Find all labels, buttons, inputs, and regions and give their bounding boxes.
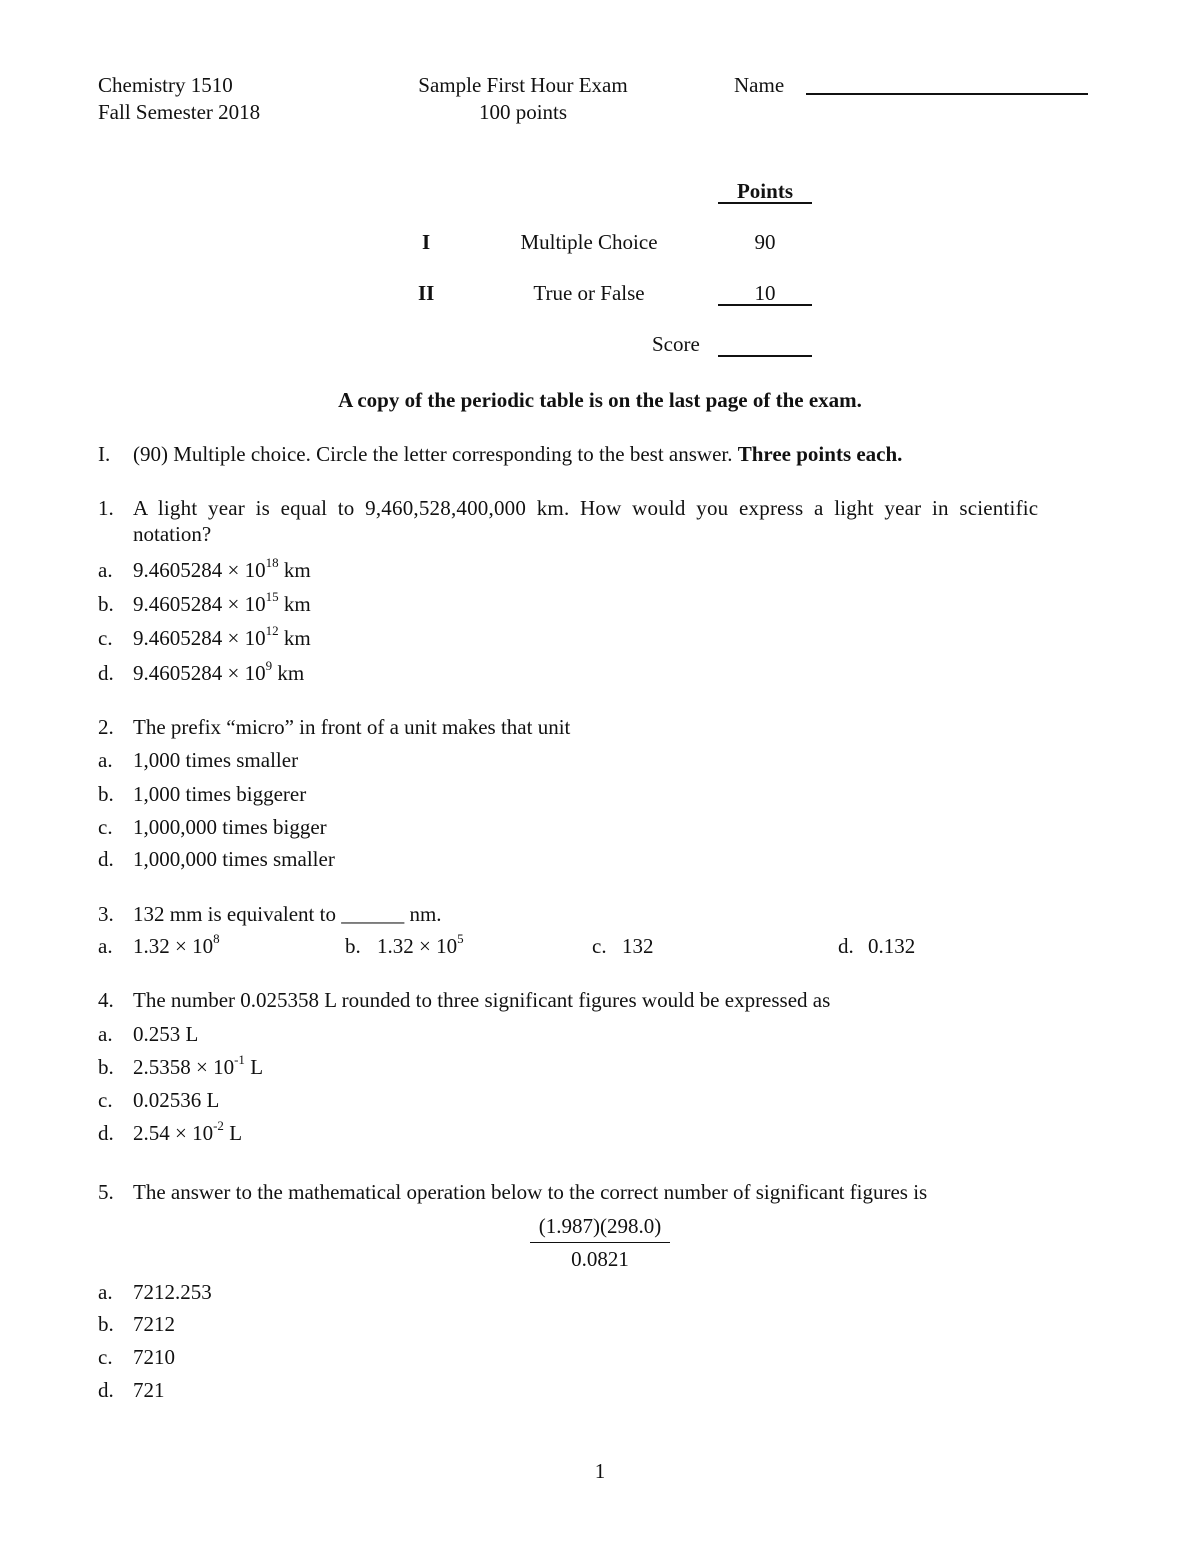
fraction-denominator: 0.0821 xyxy=(571,1247,629,1271)
q5-option-b-letter[interactable]: b. xyxy=(98,1312,114,1336)
q3-option-d[interactable]: 0.132 xyxy=(868,934,916,958)
section-points-1: 90 xyxy=(754,230,776,254)
part1-text: (90) Multiple choice. Circle the letter corresponding to the best answer. xyxy=(133,442,733,466)
q2-number: 2. xyxy=(98,715,114,739)
q2-option-d-letter[interactable]: d. xyxy=(98,847,114,871)
q4-option-a-letter[interactable]: a. xyxy=(98,1022,113,1046)
q2-option-b[interactable]: 1,000 times biggerer xyxy=(133,782,307,806)
page-number: 1 xyxy=(594,1459,606,1483)
section-numeral-1: I xyxy=(422,230,431,254)
section-name-1: Multiple Choice xyxy=(520,230,658,254)
q2-question: The prefix “micro” in front of a unit makes that unit xyxy=(133,715,571,739)
q1-text-line1 xyxy=(133,498,1101,519)
q3-option-a[interactable]: $1.32 \times 10^8$ xyxy=(133,931,220,958)
q2-option-d[interactable]: 1,000,000 times smaller xyxy=(133,847,335,871)
q4-option-d[interactable]: $2.54 \times 10^{-2}$ L xyxy=(133,1118,243,1145)
q2-option-c-letter[interactable]: c. xyxy=(98,815,113,839)
q2-option-c[interactable]: 1,000,000 times bigger xyxy=(133,815,327,839)
fraction-bar xyxy=(530,1242,670,1243)
exam-points: 100 points xyxy=(478,100,568,124)
course-title: Chemistry 1510 xyxy=(98,73,233,97)
q4-option-b[interactable]: $2.5358 \times 10^{-1}$ L xyxy=(133,1052,264,1079)
q5-option-c[interactable]: 7210 xyxy=(133,1345,175,1369)
q4-option-c[interactable]: 0.02536 L xyxy=(133,1088,220,1112)
q5-option-a[interactable]: 7212.253 xyxy=(133,1280,212,1304)
q1-option-a[interactable]: $9.4605284 \times 10^{18}$ km xyxy=(133,555,311,582)
q1-option-c-letter[interactable]: c. xyxy=(98,626,113,650)
q1-option-d-letter[interactable]: d. xyxy=(98,661,114,685)
score-label: Score xyxy=(652,332,700,356)
q4-option-b-letter[interactable]: b. xyxy=(98,1055,114,1079)
part1-points-note: Three points each. xyxy=(737,442,903,466)
q5-option-d-letter[interactable]: d. xyxy=(98,1378,114,1402)
q3-option-c-letter[interactable]: c. xyxy=(592,934,607,958)
q2-option-a[interactable]: 1,000 times smaller xyxy=(133,748,299,772)
q5-option-b[interactable]: 7212 xyxy=(133,1312,175,1336)
q3-option-a-letter[interactable]: a. xyxy=(98,934,113,958)
q1-text-line2: notation? xyxy=(133,522,212,546)
points-total-line xyxy=(718,304,812,306)
q3-option-c[interactable]: 132 xyxy=(622,934,654,958)
fraction-numerator: (1.987)(298.0) xyxy=(538,1214,662,1238)
q1-number: 1. xyxy=(98,496,114,520)
q5-number: 5. xyxy=(98,1180,114,1204)
score-blank-line[interactable] xyxy=(718,355,812,357)
q5-option-a-letter[interactable]: a. xyxy=(98,1280,113,1304)
name-label: Name xyxy=(734,73,785,97)
q1-option-c[interactable]: $9.4605284 \times 10^{12}$ km xyxy=(133,623,311,650)
section-name-2: True or False xyxy=(533,281,645,305)
q5-option-c-letter[interactable]: c. xyxy=(98,1345,113,1369)
q5-option-d[interactable]: 721 xyxy=(133,1378,165,1402)
q2-option-b-letter[interactable]: b. xyxy=(98,782,114,806)
q3-option-b-letter[interactable]: b. xyxy=(345,934,361,958)
part1-instructions xyxy=(133,444,902,465)
q1-option-d[interactable]: $9.4605284 \times 10^9$ km xyxy=(133,658,305,685)
q1-option-b-letter[interactable]: b. xyxy=(98,592,114,616)
q4-option-c-letter[interactable]: c. xyxy=(98,1088,113,1112)
points-header: Points xyxy=(736,179,793,203)
q1-option-a-letter[interactable]: a. xyxy=(98,558,113,582)
q4-question: The number 0.025358 L rounded to three significant figures would be expressed as xyxy=(133,988,831,1012)
q1-question: A light year is equal to 9,460,528,400,000 km. How would you express a light year in scientific xyxy=(133,496,1039,520)
section-numeral-2: II xyxy=(418,281,435,305)
q2-option-a-letter[interactable]: a. xyxy=(98,748,113,772)
q3-option-d-letter[interactable]: d. xyxy=(838,934,854,958)
name-blank-line[interactable] xyxy=(806,93,1088,95)
q4-number: 4. xyxy=(98,988,114,1012)
points-header-underline xyxy=(718,202,812,204)
q4-option-d-letter[interactable]: d. xyxy=(98,1121,114,1145)
q1-option-b[interactable]: $9.4605284 \times 10^{15}$ km xyxy=(133,589,311,616)
semester: Fall Semester 2018 xyxy=(98,100,261,124)
q3-question: 132 mm is equivalent to ______ nm. xyxy=(133,902,442,926)
section-points-2: 10 xyxy=(754,281,776,305)
periodic-table-note: A copy of the periodic table is on the last page of the exam. xyxy=(338,388,862,412)
q3-number: 3. xyxy=(98,902,114,926)
q4-option-a[interactable]: 0.253 L xyxy=(133,1022,199,1046)
part1-numeral: I. xyxy=(98,442,111,466)
exam-title: Sample First Hour Exam xyxy=(418,73,628,97)
q3-option-b[interactable]: $1.32 \times 10^5$ xyxy=(377,931,464,958)
q5-question: The answer to the mathematical operation below to the correct number of significant figures is xyxy=(133,1180,928,1204)
